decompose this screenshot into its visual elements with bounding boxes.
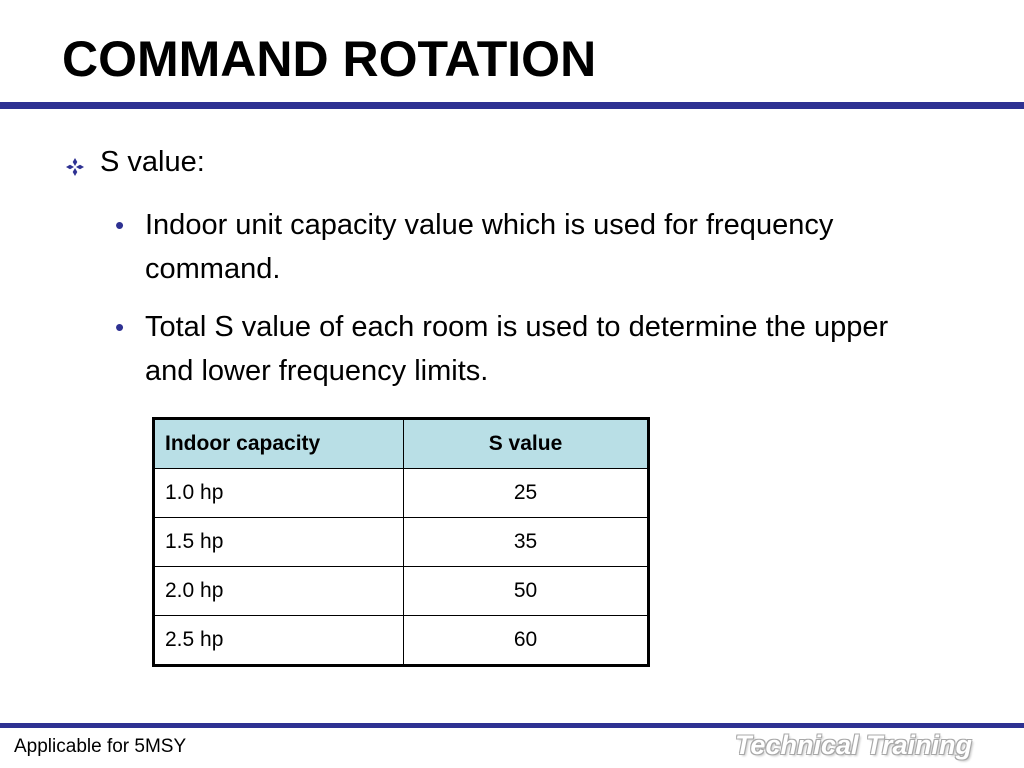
table-row — [154, 469, 649, 518]
header-s-value: S value — [404, 419, 649, 469]
sub-bullet-1 — [115, 203, 915, 291]
bullet-text: S value: — [100, 146, 205, 178]
footer-brand: Technical Training — [734, 730, 972, 760]
table-row — [154, 518, 649, 567]
cell-capacity: 2.0 hp — [154, 567, 404, 616]
title-divider — [0, 102, 1024, 109]
table-row — [154, 616, 649, 666]
cell-s-value: 60 — [404, 616, 649, 666]
table-header-row — [154, 419, 649, 469]
round-dot-icon: • — [115, 210, 125, 240]
s-value-table — [152, 417, 650, 667]
page-title: COMMAND ROTATION — [62, 31, 597, 87]
bullet-s-value — [65, 146, 205, 185]
diamond-bullet-icon — [65, 146, 100, 185]
footer-applicability: Applicable for 5MSY — [14, 736, 187, 757]
cell-s-value: 25 — [404, 469, 649, 518]
cell-capacity: 1.5 hp — [154, 518, 404, 567]
footer-divider — [0, 723, 1024, 728]
cell-s-value: 50 — [404, 567, 649, 616]
sub-bullet-text: Total S value of each room is used to determine the upper and lower frequency limits. — [145, 311, 889, 387]
table-row — [154, 567, 649, 616]
cell-capacity: 1.0 hp — [154, 469, 404, 518]
sub-bullet-2 — [115, 305, 915, 393]
sub-bullet-text: Indoor unit capacity value which is used for frequency command. — [145, 209, 834, 285]
cell-s-value: 35 — [404, 518, 649, 567]
round-dot-icon: • — [115, 312, 125, 342]
cell-capacity: 2.5 hp — [154, 616, 404, 666]
header-indoor-capacity: Indoor capacity — [154, 419, 404, 469]
